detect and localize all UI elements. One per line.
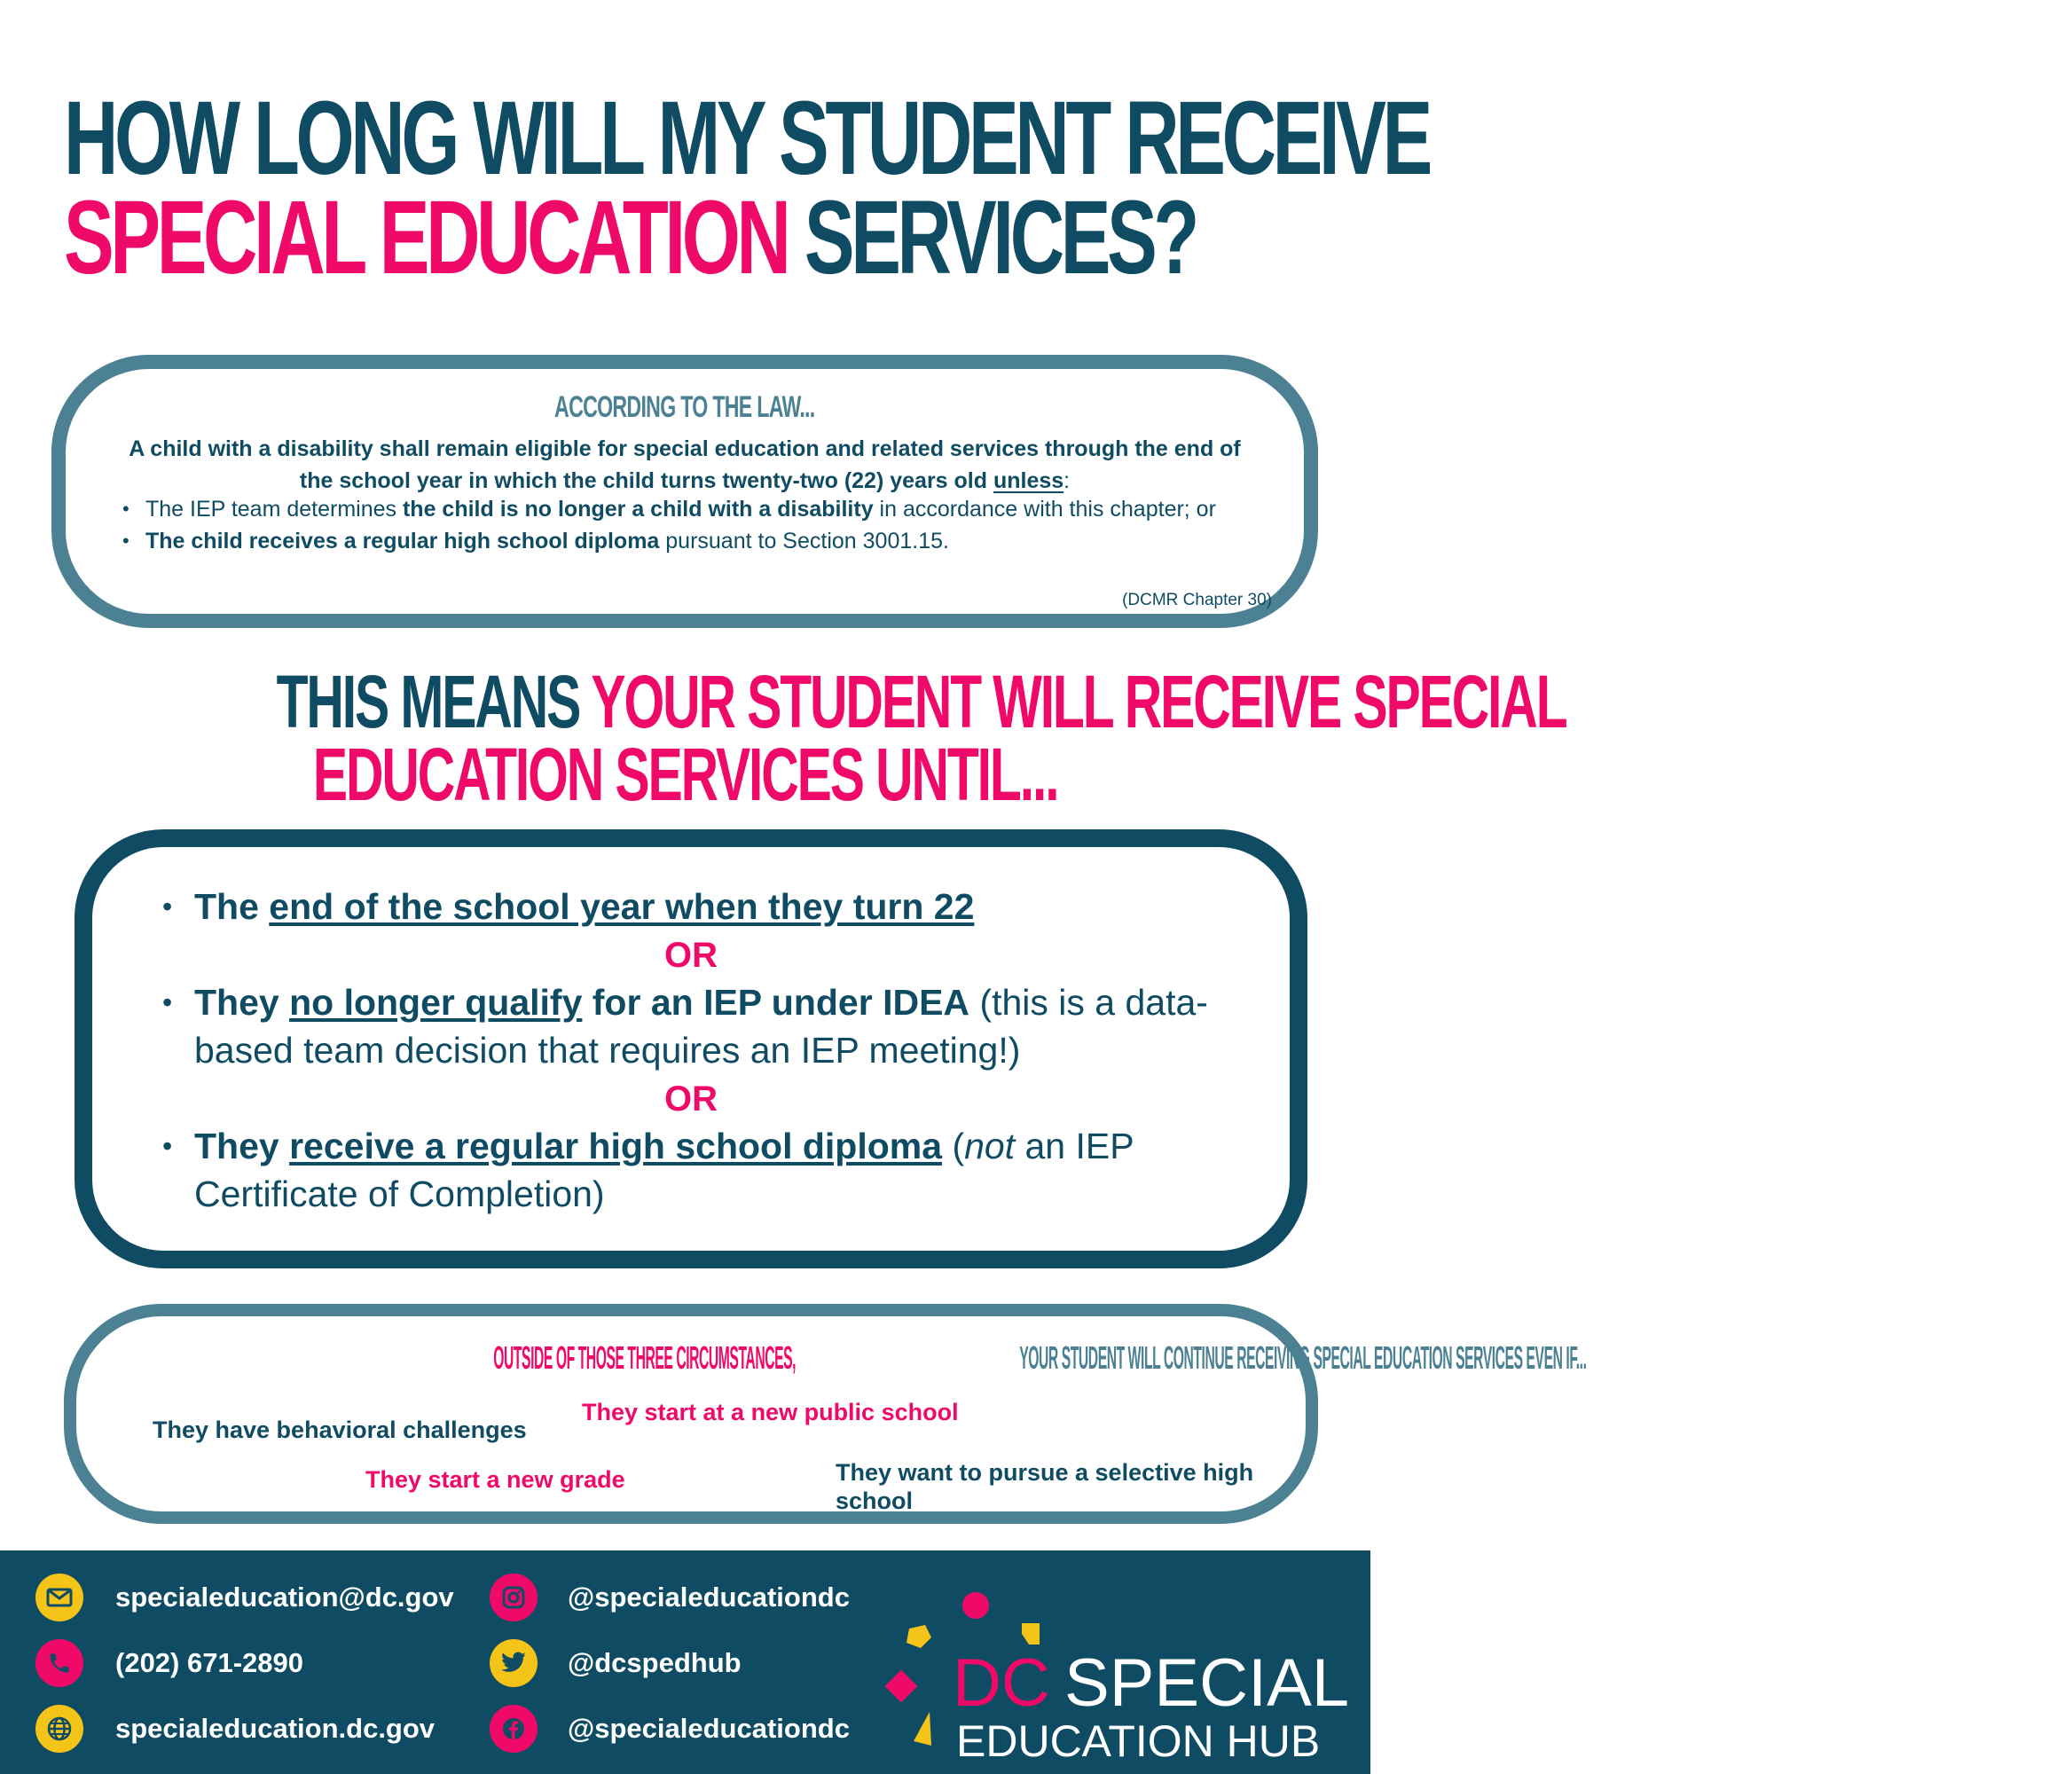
circumstance-new-grade: They start a new grade — [365, 1466, 625, 1493]
law-heading: ACCORDING TO THE LAW... — [554, 390, 815, 424]
means-pink-1: YOUR STUDENT WILL RECEIVE SPECIAL — [591, 660, 1566, 743]
facebook-contact — [490, 1705, 850, 1753]
instagram-contact — [490, 1574, 850, 1621]
twitter-icon — [490, 1639, 538, 1687]
email-contact — [35, 1574, 454, 1621]
facebook-handle[interactable]: @specialeducationdc — [568, 1713, 850, 1744]
instagram-icon — [490, 1574, 538, 1621]
title-highlight: SPECIAL EDUCATION — [64, 179, 788, 296]
email-link[interactable]: specialeducation@dc.gov — [115, 1582, 454, 1613]
circumstance-behavior: They have behavioral challenges — [153, 1417, 527, 1443]
title-line-1: HOW LONG WILL MY STUDENT RECEIVE — [64, 80, 1429, 197]
title-rest: SERVICES? — [787, 179, 1197, 296]
or-divider-1: OR — [664, 936, 718, 975]
twitter-contact — [490, 1639, 742, 1687]
title-line-2 — [64, 179, 1197, 296]
until-item-3: • They receive a regular high school diploma (not an IEP Certificate of Completion) — [194, 1122, 1236, 1218]
law-bullet-2: • The child receives a regular high school diploma pursuant to Section 3001.15. — [145, 525, 1242, 557]
twitter-handle[interactable]: @dcspedhub — [568, 1647, 742, 1678]
logo-special: SPECIAL — [1064, 1645, 1350, 1721]
phone-contact — [35, 1639, 303, 1687]
logo-dc: DC — [953, 1645, 1050, 1721]
dc-special-education-hub-logo — [887, 1568, 1350, 1766]
phone-icon — [35, 1639, 83, 1687]
law-intro: A child with a disability shall remain eligible for special education and related services through the end of the school year in which the child turns twenty-two (22) years old unless: — [129, 436, 1241, 493]
phone-number[interactable]: (202) 671-2890 — [115, 1647, 303, 1678]
website-link[interactable]: specialeducation.dc.gov — [115, 1713, 436, 1744]
footer — [0, 1550, 1370, 1774]
means-pink-2: EDUCATION SERVICES UNTIL... — [312, 733, 1058, 816]
circumstances-heading: OUTSIDE OF THOSE THREE CIRCUMSTANCES, YOUR STUDENT WILL CONTINUE RECEIVING SPECIAL EDUCATION SERVICES EVEN IF... — [493, 1339, 1587, 1376]
website-contact — [35, 1705, 435, 1753]
means-lead: THIS MEANS — [276, 660, 592, 743]
means-heading — [0, 660, 1566, 816]
page-title — [64, 80, 1429, 296]
law-list — [145, 493, 1242, 557]
email-icon — [35, 1574, 83, 1621]
until-item-1: • The end of the school year when they turn 22 — [194, 883, 1236, 930]
until-item-2: • They no longer qualify for an IEP under IDEA (this is a data-based team decision that requires an IEP meeting!) — [194, 978, 1236, 1074]
circumstances-box — [64, 1304, 1587, 1524]
logo-hub: EDUCATION HUB — [956, 1716, 1321, 1766]
circumstance-selective: They want to pursue a selective high school — [836, 1459, 1254, 1514]
law-box — [51, 355, 1318, 628]
facebook-icon — [490, 1705, 538, 1753]
law-citation: (DCMR Chapter 30) — [1122, 591, 1272, 609]
circumstance-new-school: They start at a new public school — [582, 1399, 959, 1425]
until-box — [75, 829, 1307, 1268]
or-divider-2: OR — [664, 1079, 718, 1119]
law-bullet-1: • The IEP team determines the child is no longer a child with a disability in accordance with this chapter; or — [145, 493, 1242, 525]
instagram-handle[interactable]: @specialeducationdc — [568, 1582, 850, 1613]
globe-icon — [35, 1705, 83, 1753]
